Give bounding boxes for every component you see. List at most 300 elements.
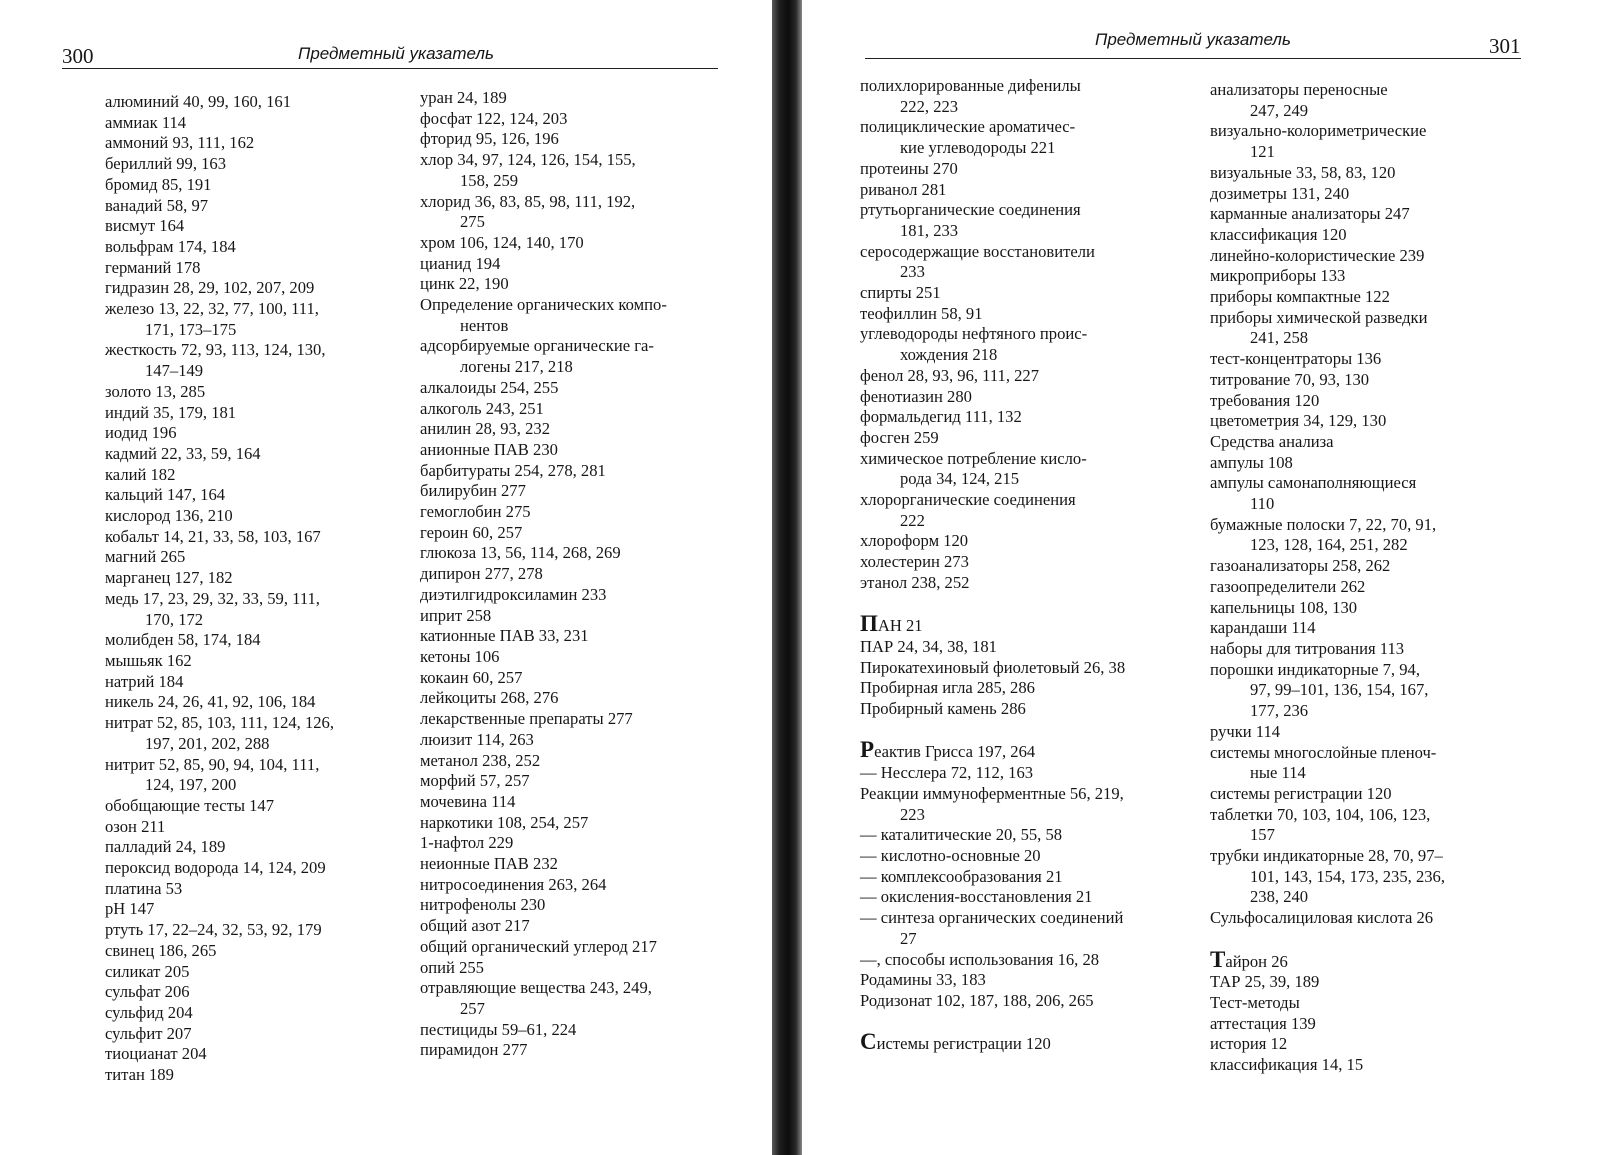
entry-text: свинец 186, 265: [105, 940, 217, 960]
entry-text: вольфрам 174, 184: [105, 236, 236, 256]
index-subentry: [1210, 473, 1545, 514]
index-subentry: [420, 813, 740, 834]
index-subentry: [1210, 577, 1545, 598]
index-subentry: [1210, 163, 1545, 184]
index-subentry: [860, 283, 1180, 304]
entry-text: Сульфосалициловая кислота 26: [1210, 908, 1434, 928]
index-subentry: [420, 274, 740, 295]
entry-text: железо 13, 22, 32, 77, 100, 111,: [105, 299, 319, 319]
index-entry: [105, 692, 425, 713]
index-entry: [105, 941, 425, 962]
index-subentry: [1210, 225, 1545, 246]
entry-text: риванол 281: [860, 179, 947, 199]
index-subentry: [420, 399, 740, 420]
index-subentry: [420, 771, 740, 792]
index-entry: [105, 423, 425, 444]
entry-text: сульфид 204: [105, 1002, 193, 1022]
entry-text: — окисления-восстановления 21: [860, 887, 1093, 907]
entry-text: обобщающие тесты 147: [105, 795, 275, 815]
entry-text: классификация 120: [1210, 224, 1347, 244]
entry-text: —, способы использования 16, 28: [860, 949, 1100, 969]
entry-text: аммоний 93, 111, 162: [105, 133, 255, 153]
entry-text: Пирокатехиновый фиолетовый 26, 38: [860, 657, 1126, 677]
entry-text: платина 53: [105, 878, 183, 898]
entry-text: алкоголь 243, 251: [420, 398, 544, 418]
entry-text: алюминий 40, 99, 160, 161: [105, 92, 291, 111]
entry-text: иприт 258: [420, 605, 492, 625]
index-column-left-2: [420, 88, 740, 1061]
entry-continuation: логены 217, 218: [460, 357, 573, 377]
entry-text: наборы для титрования 113: [1210, 638, 1405, 658]
entry-text: пестициды 59–61, 224: [420, 1019, 577, 1039]
index-entry: [105, 962, 425, 983]
entry-text: глюкоза 13, 56, 114, 268, 269: [420, 543, 621, 563]
entry-text: протеины 270: [860, 158, 958, 178]
index-subentry: [420, 523, 740, 544]
entry-text: карандаши 114: [1210, 618, 1316, 638]
entry-text: химическое потребление кисло-: [860, 448, 1087, 468]
index-subentry: [860, 324, 1180, 365]
index-subentry: [420, 854, 740, 875]
index-entry: [105, 527, 425, 548]
entry-text: ртуть 17, 22–24, 32, 53, 92, 179: [105, 920, 322, 940]
entry-continuation: нентов: [460, 315, 509, 335]
index-subentry: [420, 958, 740, 979]
entry-text: приборы компактные 122: [1210, 287, 1390, 307]
index-subentry: [420, 481, 740, 502]
index-subentry: [1210, 204, 1545, 225]
entry-continuation: 247, 249: [1250, 100, 1309, 120]
entry-text: гемоглобин 275: [420, 502, 531, 522]
entry-continuation: 257: [460, 998, 485, 1018]
section-gap: [860, 720, 1180, 741]
entry-text: опий 255: [420, 957, 484, 977]
entry-text: общий органический углерод 217: [420, 936, 657, 956]
index-entry: [105, 1003, 425, 1024]
entry-text: фосген 259: [860, 427, 939, 447]
entry-text: Определение органических компо-: [420, 295, 667, 315]
entry-text: кальций 147, 164: [105, 485, 226, 505]
entry-text: полициклические ароматичес-: [860, 117, 1076, 137]
index-subentry: [420, 688, 740, 709]
entry-text: молибден 58, 174, 184: [105, 630, 261, 650]
entry-continuation: 171, 173–175: [145, 319, 237, 339]
index-subentry: [860, 407, 1180, 428]
entry-text: этанол 238, 252: [860, 572, 970, 592]
index-subentry: [860, 387, 1180, 408]
index-entry: [105, 651, 425, 672]
entry-text: цианид 194: [420, 253, 501, 273]
entry-continuation: 124, 197, 200: [145, 775, 237, 795]
entry-continuation: 238, 240: [1250, 887, 1309, 907]
entry-text: пероксид водорода 14, 124, 209: [105, 858, 326, 878]
index-subentry: [420, 129, 740, 150]
entry-text: линейно-колористические 239: [1210, 245, 1425, 265]
right-page: [805, 0, 1600, 1155]
index-subentry: [1210, 391, 1545, 412]
section-gap: [1210, 929, 1545, 950]
entry-text: анилин 28, 93, 232: [420, 419, 550, 439]
index-subentry: [1210, 246, 1545, 267]
index-subentry: [1210, 846, 1545, 908]
entry-continuation: 177, 236: [1250, 701, 1309, 721]
index-entry: [105, 630, 425, 651]
entry-text: люизит 114, 263: [420, 729, 534, 749]
index-entry: [105, 444, 425, 465]
entry-text: ампулы 108: [1210, 452, 1293, 472]
index-subentry: [1210, 184, 1545, 205]
entry-text: медь 17, 23, 29, 32, 33, 59, 111,: [105, 588, 320, 608]
entry-text: морфий 57, 257: [420, 771, 530, 791]
index-entry: [1210, 908, 1545, 929]
entry-continuation: 97, 99–101, 136, 154, 167,: [1250, 680, 1429, 700]
entry-text: фенотиазин 280: [860, 386, 972, 406]
index-subentry: [1210, 1055, 1545, 1076]
entry-text: тиоцианат 204: [105, 1044, 207, 1064]
entry-text: титрование 70, 93, 130: [1210, 369, 1370, 389]
entry-text: Реактив Грисса 197, 264: [860, 737, 1036, 763]
index-subentry: [420, 192, 740, 233]
index-subentry: [420, 378, 740, 399]
entry-continuation: кие углеводороды 221: [900, 138, 1056, 158]
index-column-right-2: [1210, 80, 1545, 1076]
index-subentry: [420, 440, 740, 461]
entry-continuation: 275: [460, 212, 485, 232]
entry-text: газоопределители 262: [1210, 576, 1366, 596]
entry-text: фторид 95, 126, 196: [420, 129, 559, 149]
index-subentry: [1210, 370, 1545, 391]
entry-text: индий 35, 179, 181: [105, 402, 237, 422]
entry-text: хлорид 36, 83, 85, 98, 111, 192,: [420, 191, 636, 211]
entry-text: — Несслера 72, 112, 163: [860, 763, 1034, 783]
entry-text: тест-концентраторы 136: [1210, 349, 1382, 369]
index-entry: [860, 970, 1180, 991]
entry-text: висмут 164: [105, 216, 185, 236]
running-header-right: Предметный указатель: [1095, 30, 1291, 49]
index-subentry: [420, 895, 740, 916]
entry-text: Системы регистрации 120: [860, 1029, 1051, 1055]
entry-text: барбитураты 254, 278, 281: [420, 460, 606, 480]
entry-text: наркотики 108, 254, 257: [420, 812, 589, 832]
entry-continuation: хождения 218: [900, 345, 998, 365]
entry-text: требования 120: [1210, 390, 1320, 410]
index-entry: [105, 237, 425, 258]
entry-text: Пробирная игла 285, 286: [860, 678, 1035, 698]
index-entry: [860, 908, 1180, 949]
entry-text: порошки индикаторные 7, 94,: [1210, 659, 1420, 679]
index-subentry: [420, 233, 740, 254]
index-entry: [105, 92, 425, 113]
entry-continuation: 241, 258: [1250, 328, 1309, 348]
index-subentry: [1210, 1034, 1545, 1055]
entry-text: таблетки 70, 103, 104, 106, 123,: [1210, 804, 1431, 824]
book-spine-shadow: [772, 0, 802, 1155]
entry-continuation: 123, 128, 164, 251, 282: [1250, 535, 1408, 555]
index-subentry: [420, 502, 740, 523]
index-entry: [105, 568, 425, 589]
entry-text: билирубин 277: [420, 481, 526, 501]
running-header-left: Предметный указатель: [298, 44, 494, 63]
entry-continuation: 197, 201, 202, 288: [145, 733, 270, 753]
index-subentry: [860, 180, 1180, 201]
index-subentry: [1210, 618, 1545, 639]
index-entry: [860, 637, 1180, 658]
entry-text: метанол 238, 252: [420, 750, 541, 770]
entry-text: натрий 184: [105, 671, 184, 691]
index-subentry: [1210, 639, 1545, 660]
entry-text: бумажные полоски 7, 22, 70, 91,: [1210, 514, 1437, 534]
entry-text: приборы химической разведки: [1210, 307, 1428, 327]
entry-text: мышьяк 162: [105, 650, 192, 670]
index-subentry: [420, 709, 740, 730]
entry-text: Родамины 33, 183: [860, 970, 986, 990]
index-entry: [105, 133, 425, 154]
index-entry: [105, 113, 425, 134]
index-subentry: [860, 200, 1180, 241]
entry-text: микроприборы 133: [1210, 266, 1346, 286]
entry-continuation: ные 114: [1250, 763, 1306, 783]
entry-continuation: 170, 172: [145, 609, 204, 629]
index-subentry: [1210, 308, 1545, 349]
entry-continuation: 121: [1250, 142, 1275, 162]
index-entry: [105, 216, 425, 237]
index-entry: [105, 837, 425, 858]
index-entry: [860, 825, 1180, 846]
index-entry: [1210, 432, 1545, 453]
index-entry: [105, 258, 425, 279]
entry-text: карманные анализаторы 247: [1210, 204, 1410, 224]
page-number-right: 301: [1489, 34, 1521, 58]
index-subentry: [420, 730, 740, 751]
index-entry: [860, 784, 1180, 825]
entry-continuation: 158, 259: [460, 170, 519, 190]
index-column-left-1: [105, 92, 425, 1086]
entry-text: мочевина 114: [420, 791, 516, 811]
index-subentry: [1210, 805, 1545, 846]
entry-text: уран 24, 189: [420, 88, 507, 107]
index-subentry: [420, 647, 740, 668]
entry-text: иодид 196: [105, 423, 177, 443]
index-entry: [1210, 946, 1545, 973]
index-subentry: [1210, 453, 1545, 474]
entry-text: нитрофенолы 230: [420, 895, 546, 915]
section-gap: [860, 594, 1180, 615]
entry-text: хлороформ 120: [860, 531, 969, 551]
index-subentry: [420, 916, 740, 937]
index-subentry: [420, 792, 740, 813]
index-entry: [105, 485, 425, 506]
index-subentry: [860, 573, 1180, 594]
entry-text: хлор 34, 97, 124, 126, 154, 155,: [420, 150, 636, 170]
entry-text: золото 13, 285: [105, 381, 206, 401]
index-subentry: [420, 875, 740, 896]
entry-text: адсорбируемые органические га-: [420, 336, 654, 356]
entry-text: ТАР 25, 39, 189: [1210, 972, 1320, 992]
index-subentry: [1210, 722, 1545, 743]
entry-text: Тест-методы: [1210, 992, 1300, 1012]
entry-text: магний 265: [105, 547, 186, 567]
entry-text: героин 60, 257: [420, 522, 523, 542]
index-entry: [860, 867, 1180, 888]
index-subentry: [420, 88, 740, 109]
index-subentry: [1210, 80, 1545, 121]
entry-text: марганец 127, 182: [105, 568, 233, 588]
entry-continuation: рода 34, 124, 215: [900, 469, 1020, 489]
entry-text: нитрат 52, 85, 103, 111, 124, 126,: [105, 713, 334, 733]
index-subentry: [1210, 266, 1545, 287]
entry-text: Средства анализа: [1210, 431, 1334, 451]
entry-text: пирамидон 277: [420, 1040, 528, 1060]
index-subentry: [1210, 349, 1545, 370]
entry-text: Тайрон 26: [1210, 946, 1288, 972]
entry-text: классификация 14, 15: [1210, 1055, 1364, 1075]
index-subentry: [420, 254, 740, 275]
entry-continuation: 233: [900, 262, 925, 282]
index-entry: [105, 879, 425, 900]
entry-text: системы регистрации 120: [1210, 783, 1392, 803]
index-entry: [105, 196, 425, 217]
entry-text: углеводороды нефтяного проис-: [860, 324, 1088, 344]
index-subentry: [860, 242, 1180, 283]
entry-text: трубки индикаторные 28, 70, 97–: [1210, 846, 1443, 866]
entry-text: ПАН 21: [860, 611, 923, 637]
entry-text: цветометрия 34, 129, 130: [1210, 411, 1387, 431]
entry-text: визуальные 33, 58, 83, 120: [1210, 162, 1396, 182]
index-entry: [105, 920, 425, 941]
entry-text: 1-нафтол 229: [420, 833, 514, 853]
entry-text: нитрит 52, 85, 90, 94, 104, 111,: [105, 754, 320, 774]
index-subentry: [860, 76, 1180, 117]
entry-text: полихлорированные дифенилы: [860, 76, 1081, 95]
entry-text: — комплексообразования 21: [860, 866, 1063, 886]
entry-text: кислород 136, 210: [105, 506, 233, 526]
index-entry: [105, 1065, 425, 1086]
entry-text: сульфат 206: [105, 982, 190, 1002]
entry-continuation: 110: [1250, 494, 1275, 514]
entry-text: аттестация 139: [1210, 1013, 1316, 1033]
entry-continuation: 147–149: [145, 361, 204, 381]
index-entry: [105, 278, 425, 299]
entry-text: ручки 114: [1210, 721, 1281, 741]
index-subentry: [420, 606, 740, 627]
index-entry: [860, 699, 1180, 720]
entry-text: аммиак 114: [105, 112, 187, 132]
index-subentry: [420, 109, 740, 130]
index-subentry: [1210, 743, 1545, 784]
index-entry: [105, 589, 425, 630]
entry-text: озон 211: [105, 816, 166, 836]
index-subentry: [1210, 598, 1545, 619]
entry-text: лейкоциты 268, 276: [420, 688, 559, 708]
entry-text: ампулы самонаполняющиеся: [1210, 473, 1417, 493]
index-entry: [105, 340, 425, 381]
entry-text: силикат 205: [105, 961, 190, 981]
entry-text: дозиметры 131, 240: [1210, 183, 1350, 203]
entry-text: ПАР 24, 34, 38, 181: [860, 636, 997, 656]
entry-text: цинк 22, 190: [420, 274, 509, 294]
entry-text: — кислотно-основные 20: [860, 845, 1041, 865]
index-entry: [860, 611, 1180, 637]
entry-text: серосодержащие восстановители: [860, 241, 1095, 261]
entry-text: холестерин 273: [860, 552, 969, 572]
entry-continuation: 157: [1250, 825, 1275, 845]
index-subentry: [420, 833, 740, 854]
index-entry: [105, 465, 425, 486]
index-entry: [860, 846, 1180, 867]
entry-continuation: 222, 223: [900, 96, 959, 116]
index-subentry: [1210, 556, 1545, 577]
index-entry: [105, 858, 425, 879]
entry-text: бромид 85, 191: [105, 174, 212, 194]
entry-text: спирты 251: [860, 283, 941, 303]
entry-text: гидразин 28, 29, 102, 207, 209: [105, 278, 315, 298]
index-entry: [860, 1029, 1180, 1055]
index-entry: [105, 1024, 425, 1045]
index-subentry: [420, 978, 740, 1019]
entry-text: отравляющие вещества 243, 249,: [420, 978, 652, 998]
index-entry: [860, 678, 1180, 699]
index-entry: [860, 658, 1180, 679]
entry-text: палладий 24, 189: [105, 837, 226, 857]
entry-text: визуально-колориметрические: [1210, 121, 1427, 141]
entry-text: калий 182: [105, 464, 176, 484]
section-gap: [860, 1012, 1180, 1033]
entry-text: неионные ПАВ 232: [420, 854, 558, 874]
entry-text: газоанализаторы 258, 262: [1210, 556, 1391, 576]
index-entry: [860, 991, 1180, 1012]
index-subentry: [420, 1040, 740, 1061]
entry-text: системы многослойные пленоч-: [1210, 742, 1437, 762]
entry-text: жесткость 72, 93, 113, 124, 130,: [105, 340, 326, 360]
entry-text: ртутьорганические соединения: [860, 200, 1081, 220]
index-entry: [105, 899, 425, 920]
entry-continuation: 181, 233: [900, 220, 959, 240]
entry-text: кетоны 106: [420, 646, 500, 666]
entry-text: Пробирный камень 286: [860, 699, 1026, 719]
entry-text: общий азот 217: [420, 916, 530, 936]
index-entry: [860, 887, 1180, 908]
index-subentry: [1210, 287, 1545, 308]
entry-text: алкалоиды 254, 255: [420, 377, 559, 397]
entry-text: кобальт 14, 21, 33, 58, 103, 167: [105, 526, 321, 546]
index-subentry: [860, 449, 1180, 490]
index-entry: [860, 763, 1180, 784]
entry-text: никель 24, 26, 41, 92, 106, 184: [105, 692, 316, 712]
entry-text: ванадий 58, 97: [105, 195, 209, 215]
entry-text: кокаин 60, 257: [420, 667, 523, 687]
index-subentry: [420, 585, 740, 606]
entry-text: нитросоединения 263, 264: [420, 874, 607, 894]
entry-text: титан 189: [105, 1065, 174, 1085]
index-entry: [105, 382, 425, 403]
entry-text: формальдегид 111, 132: [860, 407, 1022, 427]
index-subentry: [420, 626, 740, 647]
index-subentry: [420, 751, 740, 772]
entry-continuation: 101, 143, 154, 173, 235, 236,: [1250, 866, 1445, 886]
index-subentry: [420, 336, 740, 377]
entry-text: бериллий 99, 163: [105, 154, 227, 174]
index-subentry: [860, 490, 1180, 531]
index-column-right-1: [860, 76, 1180, 1055]
index-entry: [105, 672, 425, 693]
index-subentry: [420, 1020, 740, 1041]
index-subentry: [860, 304, 1180, 325]
index-entry: [105, 175, 425, 196]
index-entry: [105, 154, 425, 175]
index-subentry: [420, 419, 740, 440]
entry-continuation: 222: [900, 510, 925, 530]
entry-text: Родизонат 102, 187, 188, 206, 265: [860, 990, 1094, 1010]
